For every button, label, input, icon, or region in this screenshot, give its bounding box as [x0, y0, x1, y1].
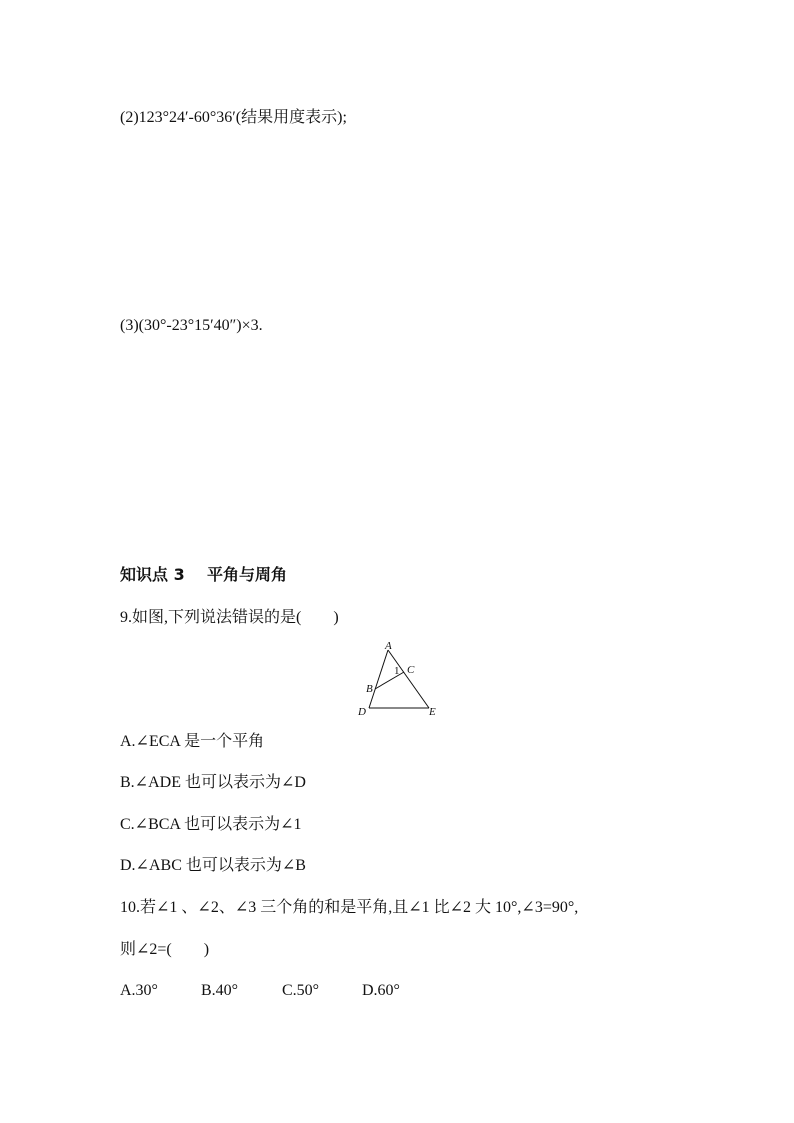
- question-10-stem-line1: 10.若∠1 、∠2、∠3 三个角的和是平角,且∠1 比∠2 大 10°,∠3=90°,: [120, 899, 579, 916]
- label-b: B: [366, 683, 373, 695]
- segment-bc: [375, 672, 404, 689]
- question-9-option-c: C.∠BCA 也可以表示为∠1: [120, 816, 302, 833]
- question-9-option-d: D.∠ABC 也可以表示为∠B: [120, 857, 306, 874]
- question-10-option-b: B.40°: [201, 982, 239, 999]
- label-a: A: [385, 640, 392, 652]
- problem-2: (2)123°24′-60°36′(结果用度表示);: [120, 109, 347, 126]
- question-10-options: [120, 981, 400, 1001]
- segment-ad: [369, 650, 388, 708]
- question-9-option-a: A.∠ECA 是一个平角: [120, 733, 265, 750]
- segment-ae: [388, 650, 429, 708]
- question-10-option-d: D.60°: [362, 982, 400, 999]
- question-9-stem: 9.如图,下列说法错误的是( ): [120, 609, 339, 626]
- label-1: 1: [394, 665, 400, 677]
- triangle-lines: [369, 650, 429, 708]
- section-heading: 知识点 3 平角与周角: [120, 565, 287, 584]
- question-10-option-c: C.50°: [282, 982, 320, 999]
- question-10-stem-line2: 则∠2=( ): [120, 941, 210, 958]
- triangle-figure: [352, 636, 448, 720]
- question-9-option-b: B.∠ADE 也可以表示为∠D: [120, 774, 306, 791]
- question-10-option-a: A.30°: [120, 982, 158, 999]
- problem-3: (3)(30°-23°15′40″)×3.: [120, 317, 263, 334]
- label-c: C: [407, 664, 415, 676]
- label-e: E: [429, 706, 436, 718]
- label-d: D: [358, 706, 366, 718]
